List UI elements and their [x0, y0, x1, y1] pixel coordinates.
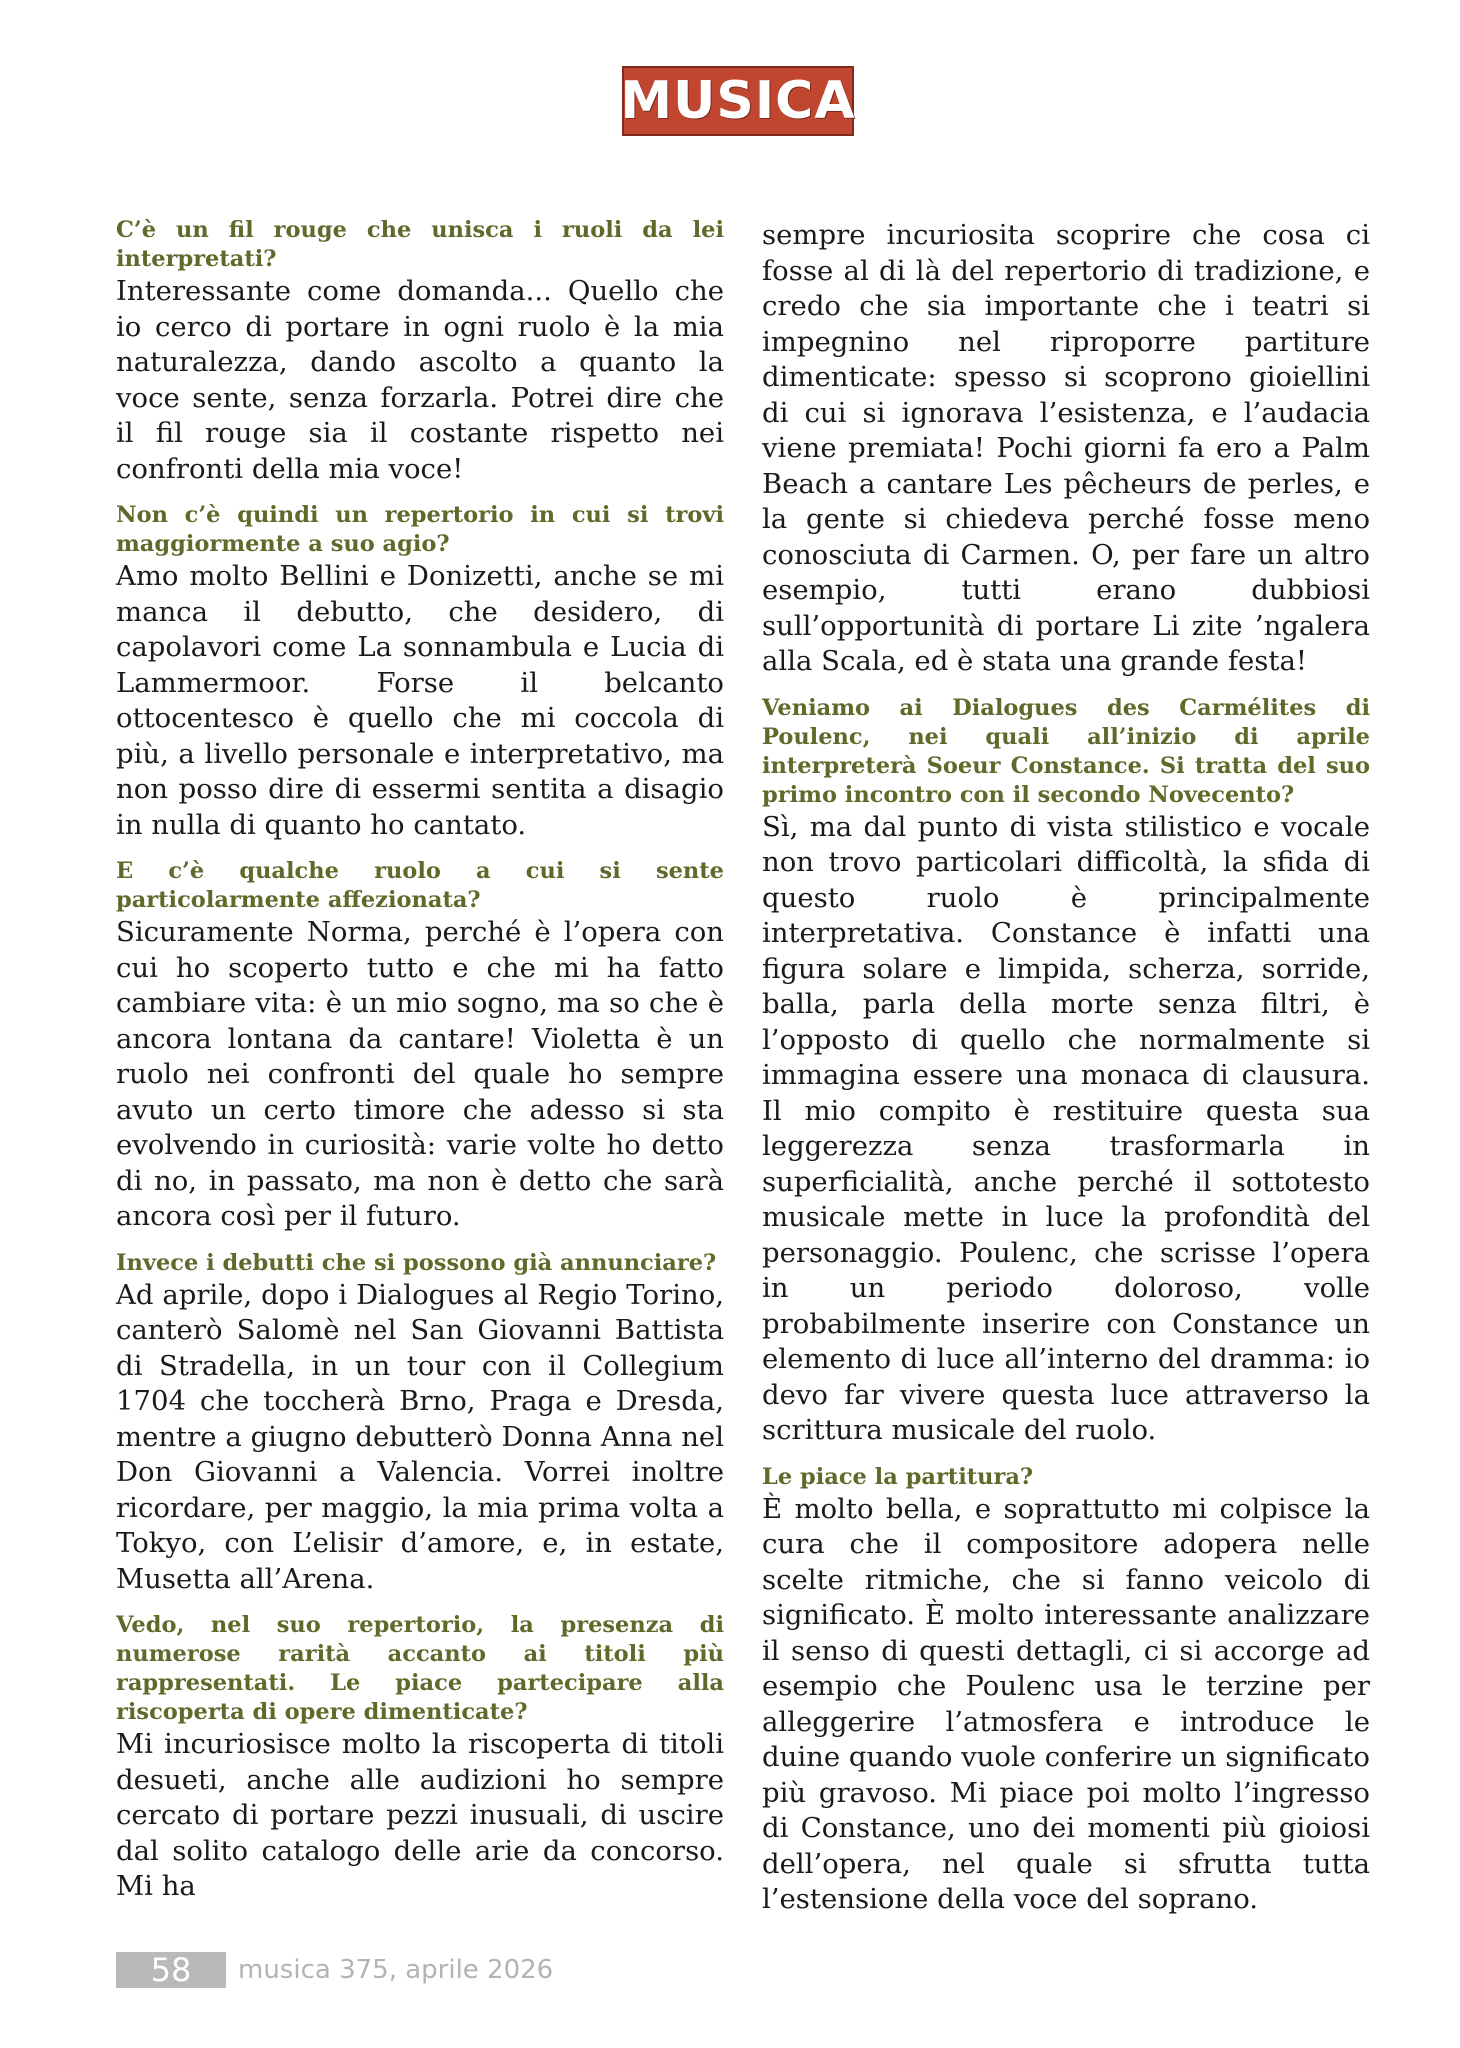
page-number: 58	[116, 1952, 226, 1988]
question-debutti: Invece i debutti che si possono già annunciare?	[116, 1249, 717, 1276]
question-partitura: Le piace la partitura?	[762, 1463, 1034, 1490]
question-dialogues: Veniamo ai Dialogues des Carmélites di Poulenc, nei quali all’inizio di aprile interpreterà Soeur Constance. Si tratta del suo primo incontro con il secondo Novecento?	[762, 694, 1370, 808]
answer-ruolo-affezionata: Sicuramente Norma, perché è l’opera con cui ho scoperto tutto e che mi ha fatto cambiare vita: è un mio sogno, ma so che è ancora lontana da cantare! Violetta è un ruolo nei confronti del quale ho sempre avuto un certo timore che adesso si sta evolvendo in curiosità: varie volte ho detto di no, in passato, ma non è detto che sarà ancora così per il futuro.	[116, 916, 724, 1232]
answer-dialogues: Sì, ma dal punto di vista stilistico e vocale non trovo particolari difficoltà, la sfida di questo ruolo è principalmente interpretativa. Constance è infatti una figura solare e limpida, scherza, sorride, balla, parla della morte senza filtri, è l’opposto di quello che normalmente si immagina essere una monaca di clausura. Il mio compito è restituire questa sua leggerezza senza trasformarla in superficialità, anche perché il sottotesto musicale mette in luce la profondità del personaggio. Poulenc, che scrisse l’opera in un periodo doloroso, volle probabilmente inserire con Constance un elemento di luce all’interno del dramma: io devo far vivere questa luce attraverso la scrittura musicale del ruolo.	[762, 810, 1370, 1446]
answer-partitura: È molto bella, e soprattutto mi colpisce la cura che il compositore adopera nelle scelte ritmiche, che si fanno veicolo di significato. È molto interessante analizzare il senso di questi dettagli, ci si accorge ad esempio che Poulenc usa le terzine per alleggerire l’atmosfera e introduce le duine quando vuole conferire un significato più gravoso. Mi piace poi molto l’ingresso di Constance, uno dei momenti più gioiosi dell’opera, nel quale si sfrutta tutta l’estensione della voce del soprano.	[762, 1492, 1370, 1915]
section-title: MUSICA	[620, 71, 856, 131]
question-rarita: Vedo, nel suo repertorio, la presenza di numerose rarità accanto ai titoli più rappresentati. Le piace partecipare alla riscoperta di opere dimenticate?	[116, 1612, 724, 1725]
section-masthead	[622, 66, 854, 136]
answer-rarita-continued: sempre incuriosita scoprire che cosa ci fosse al di là del repertorio di tradizione, e credo che sia importante che i teatri si impegnino nel riproporre partiture dimenticate: spesso si scoprono gioiellini di cui si ignorava l’esistenza, e l’audacia viene premiata! Pochi giorni fa ero a Palm Beach a cantare Les pêcheurs de perles, e la gente si chiedeva perché fosse meno conosciuta di Carmen. O, per fare un altro esempio, tutti erano dubbiosi sull’opportunità di portare Li zite ’ngalera alla Scala, ed è stata una grande festa!	[762, 219, 1370, 677]
answer-rarita: Mi incuriosisce molto la riscoperta di titoli desueti, anche alle audizioni ho sempre cercato di portare pezzi inusuali, di uscire dal solito catalogo delle arie da concorso. Mi ha	[116, 1728, 724, 1902]
answer-debutti: Ad aprile, dopo i Dialogues al Regio Torino, canterò Salomè nel San Giovanni Battista di Stradella, in un tour con il Collegium 1704 che toccherà Brno, Praga e Dresda, mentre a giugno debutterò Donna Anna nel Don Giovanni a Valencia. Vorrei inoltre ricordare, per maggio, la mia prima volta a Tokyo, con L’elisir d’amore, e, in estate, Musetta all’Arena.	[116, 1278, 724, 1595]
page-footer	[116, 1950, 553, 1990]
left-column	[116, 216, 724, 1905]
question-ruolo-affezionata: E c’è qualche ruolo a cui si sente particolarmente affezionata?	[116, 858, 724, 913]
right-column	[762, 218, 1370, 1918]
question-repertorio: Non c’è quindi un repertorio in cui si trovi maggiormente a suo agio?	[116, 502, 724, 557]
issue-info: musica 375, aprile 2026	[238, 1955, 554, 1985]
answer-repertorio: Amo molto Bellini e Donizetti, anche se mi manca il debutto, che desidero, di capolavori come La sonnambula e Lucia di Lammermoor. Forse il belcanto ottocentesco è quello che mi coccola di più, a livello personale e interpretativo, ma non posso dire di essermi sentita a disagio in nulla di quanto ho cantato.	[116, 560, 724, 841]
question-fil-rouge: C’è un fil rouge che unisca i ruoli da lei interpretati?	[116, 217, 724, 272]
answer-fil-rouge: Interessante come domanda... Quello che io cerco di portare in ogni ruolo è la mia naturalezza, dando ascolto a quanto la voce sente, senza forzarla. Potrei dire che il fil rouge sia il costante rispetto nei confronti della mia voce!	[116, 275, 724, 485]
